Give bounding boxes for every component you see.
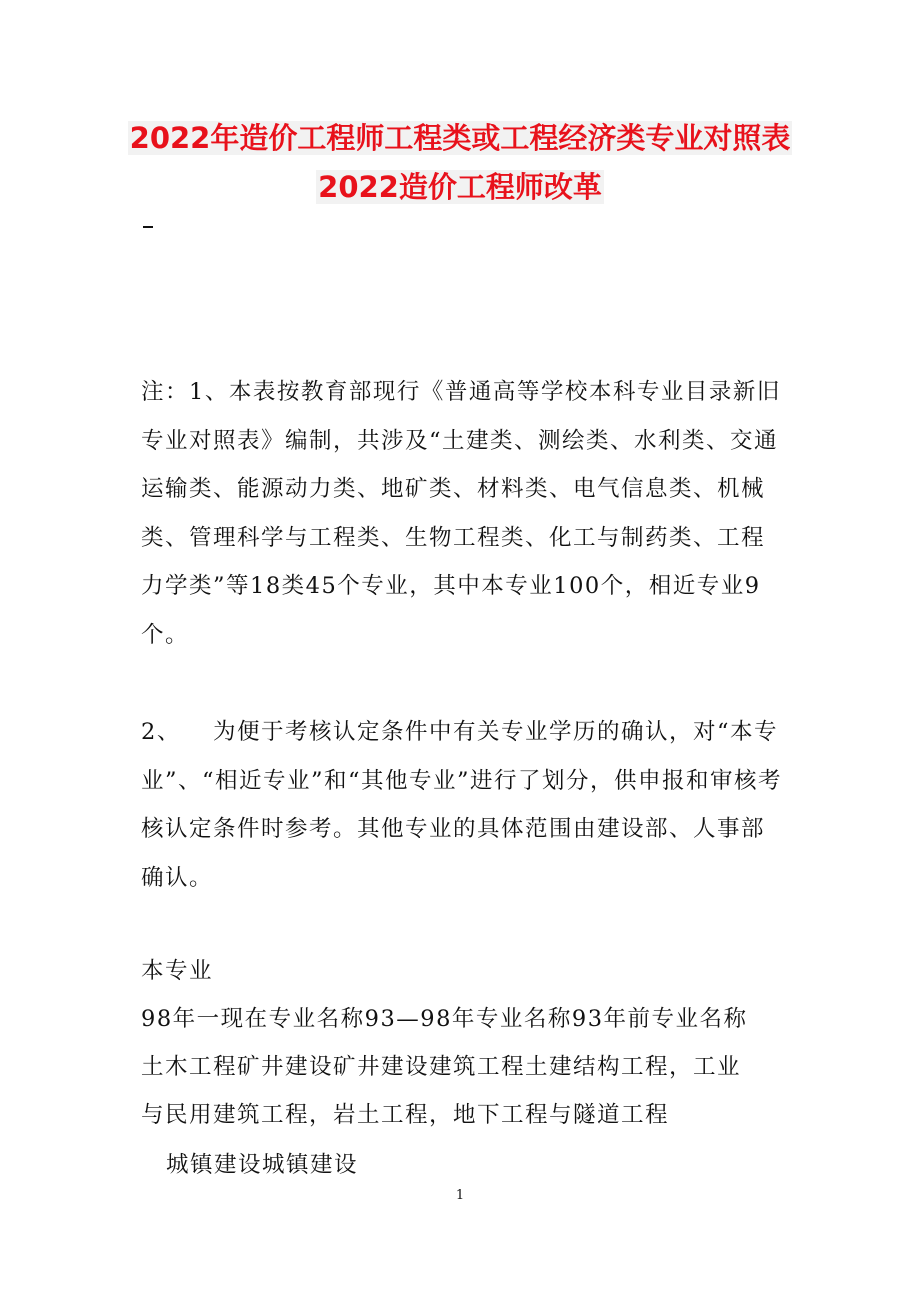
note-text: 为便于考核认定条件中有关专业学历的确认，对“本专业”、“相近专业”和“其他专业”进行了划分，供申报和审核考核认定条件时参考。其他专业的具体范围由建设部、人事部确认。 <box>141 719 783 891</box>
table-row-1-line-2: 与民用建筑工程，岩土工程，地下工程与隧道工程 <box>141 1102 670 1128</box>
dash-mark <box>143 226 153 228</box>
table-row-2: 城镇建设城镇建设 <box>166 1152 359 1178</box>
title-line-1: 2022年造价工程师工程类或工程经济类专业对照表 <box>129 121 791 155</box>
section-label: 本专业 <box>141 958 214 984</box>
page-number: 1 <box>455 1188 465 1203</box>
table-header: 98年一现在专业名称93—98年专业名称93年前专业名称 <box>141 1006 748 1032</box>
note-paragraph-2 <box>141 708 786 902</box>
note-paragraph-1: 注：1、本表按教育部现行《普通高等学校本科专业目录新旧专业对照表》编制，共涉及“土建类、测绘类、水利类、交通运输类、能源动力类、地矿类、材料类、电气信息类、机械类、管理科学与工程类、生物工程类、化工与制药类、工程力学类”等18类45个专业，其中本专业100个，相近专业9个。 <box>141 379 781 648</box>
table-row-1-line-1: 土木工程矿井建设矿井建设建筑工程土建结构工程，工业 <box>141 1054 742 1080</box>
title-line-2: 2022造价工程师改革 <box>318 170 602 204</box>
note-number: 2、 <box>141 719 181 745</box>
